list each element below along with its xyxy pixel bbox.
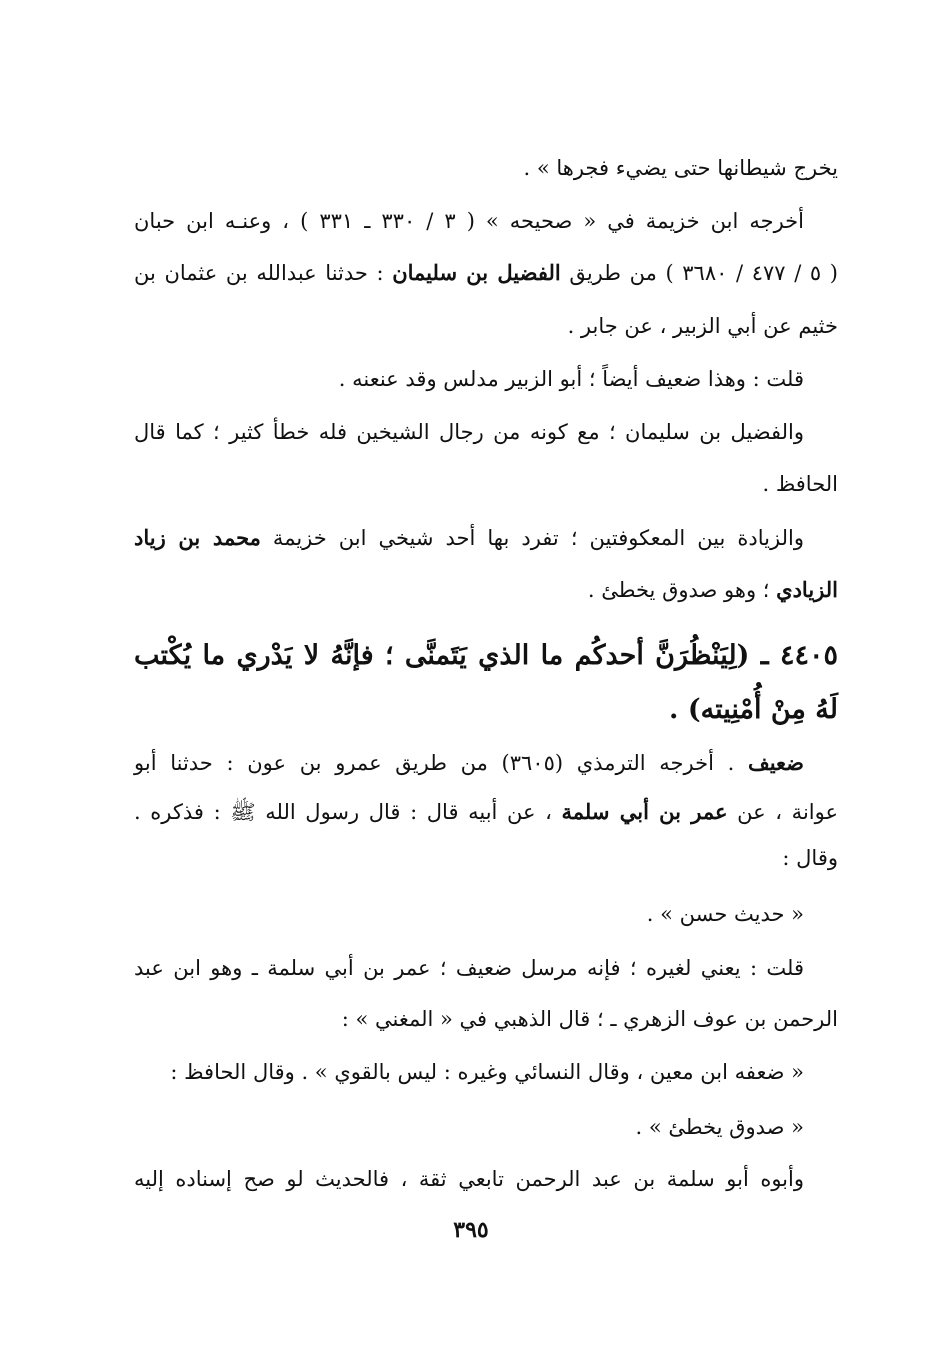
text-line-18: وأبوه أبو سلمة بن عبد الرحمن تابعي ثقة ، فالحديث لو صح إسناده إليه — [134, 1167, 804, 1191]
text-line-9-part: ؛ وهو صدوق يخطئ . — [587, 578, 777, 602]
text-line-10 — [134, 748, 804, 778]
page-number: ٣٩٥ — [453, 1217, 489, 1243]
hadith-heading-line-1: ٤٤٠٥ ـ (لِيَنْظُرَنَّ أحدكُم ما الذي يَتَمنَّى ؛ فإنَّهُ لا يَدْري ما يُكْتب — [134, 640, 838, 671]
text-line-3-part: ( ٥ / ٤٧٧ / ٣٦٨٠ ) من طريق — [560, 261, 838, 285]
text-line-4: خثيم عن أبي الزبير ، عن جابر . — [567, 314, 838, 338]
text-line-1: يخرج شيطانها حتى يضيء فجرها » . — [523, 156, 838, 180]
hadith-heading-line-2: لَهُ مِنْ أُمْنِيته) . — [669, 694, 838, 725]
text-line-6: والفضيل بن سليمان ؛ مع كونه من رجال الشيخين فله خطأ كثير ؛ كما قال — [134, 420, 804, 444]
text-line-7: الحافظ . — [762, 472, 838, 496]
narrator-name-umar: عمر بن أبي سلمة — [561, 799, 728, 824]
text-line-11-part: عوانة ، عن — [727, 800, 839, 824]
text-line-2: أخرجه ابن خزيمة في « صحيحه » ( ٣ / ٣٣٠ ـ ٣٣١ ) ، وعنـه ابن حبان — [134, 209, 804, 233]
quote-line-3: « صدوق يخطئ » . — [635, 1115, 804, 1139]
quote-line-2: « ضعفه ابن معين ، وقال النسائي وغيره : ليس بالقوي » . وقال الحافظ : — [170, 1060, 804, 1084]
text-line-12: وقال : — [782, 846, 838, 870]
narrator-name-ziyadi: محمد بن زياد — [134, 525, 261, 550]
text-line-8 — [134, 523, 804, 553]
quote-line-1: « حديث حسن » . — [646, 902, 804, 926]
text-line-11 — [134, 797, 838, 827]
text-line-15: الرحمن بن عوف الزهري ـ ؛ قال الذهبي في « المغني » : — [341, 1007, 838, 1031]
narrator-name-ziyadi-nisba: الزيادي — [776, 577, 838, 602]
text-line-14: قلت : يعني لغيره ؛ فإنه مرسل ضعيف ؛ عمر بن أبي سلمة ـ وهو ابن عبد — [134, 956, 804, 980]
text-line-3-part: : حدثنا عبدالله بن عثمان بن — [134, 261, 393, 285]
grading-label: ضعيف — [747, 750, 804, 775]
text-line-5: قلت : وهذا ضعيف أيضاً ؛ أبو الزبير مدلس وقد عنعنه . — [338, 367, 804, 391]
text-line-9 — [134, 575, 838, 605]
text-line-8-part: والزيادة بين المعكوفتين ؛ تفرد بها أحد شيخي ابن خزيمة — [260, 526, 804, 550]
text-line-11-part: ، عن أبيه قال : قال رسول الله ﷺ : فذكره . — [134, 800, 562, 824]
narrator-name-fudayl: الفضيل بن سليمان — [392, 260, 561, 285]
text-line-10-part: . أخرجه الترمذي (٣٦٠٥) من طريق عمرو بن عون : حدثنا أبو — [134, 751, 748, 775]
text-line-3 — [134, 258, 838, 288]
